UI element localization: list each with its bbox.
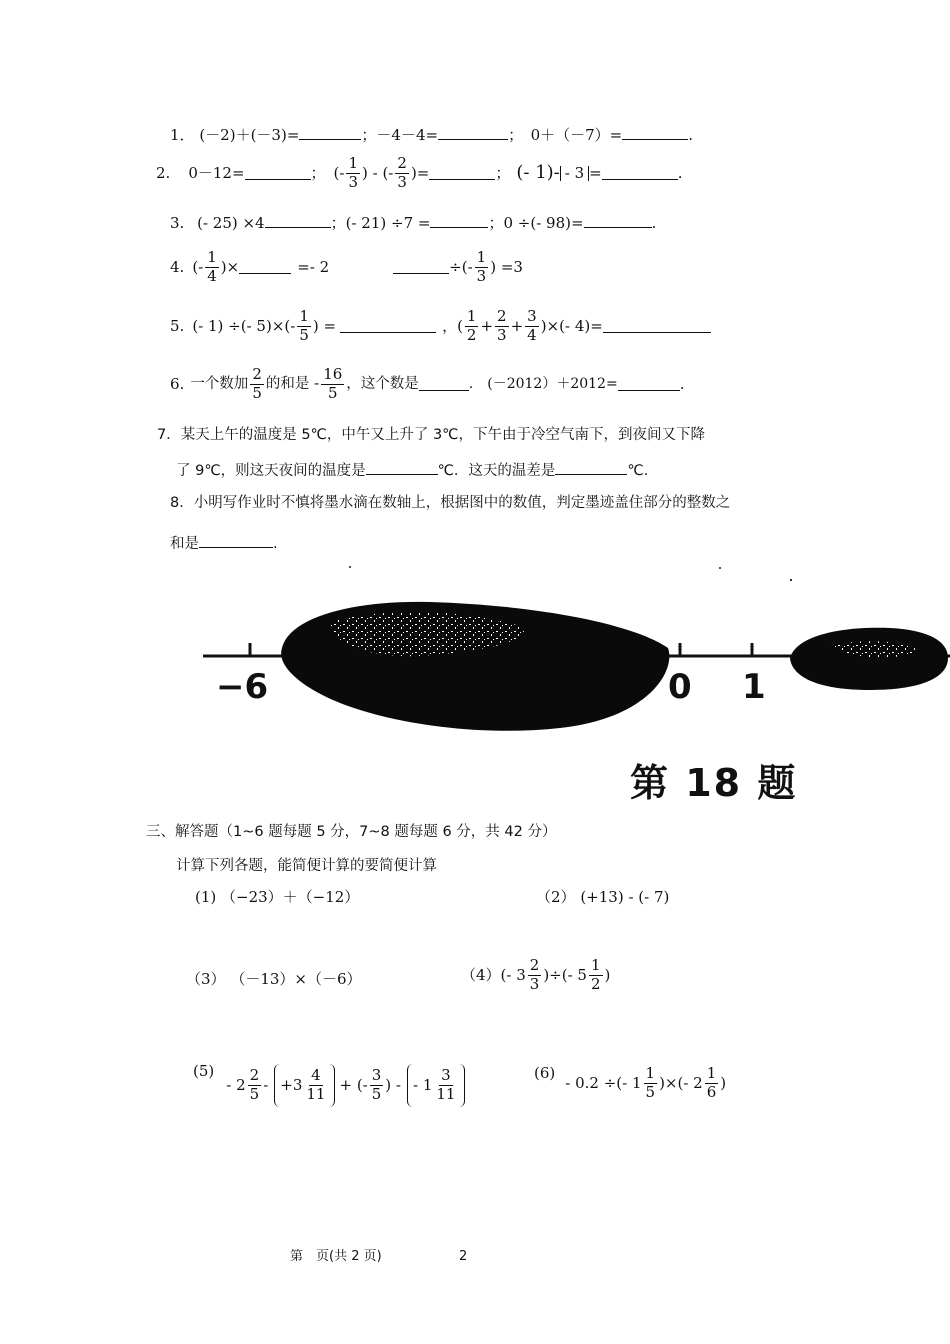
answer-blank[interactable] xyxy=(602,166,678,180)
problem-3 xyxy=(186,972,362,987)
q8-end: . xyxy=(273,536,278,552)
answer-blank[interactable] xyxy=(299,126,361,140)
problem-2 xyxy=(536,890,669,905)
fraction: $\frac{3}{5}$ xyxy=(371,1066,382,1103)
q2-end: . xyxy=(677,163,683,182)
fraction: $\frac{1}{5}$ xyxy=(299,307,309,344)
ink-number-line-figure xyxy=(0,560,950,810)
q4-eq2: ) =3 xyxy=(490,257,523,276)
q5-expr-a: (- 1) ÷(- 5)×(- xyxy=(192,316,296,335)
scan-dot xyxy=(349,566,351,568)
problem-5-part-g: - 1 xyxy=(413,1075,433,1094)
problem-5-part-b: - xyxy=(263,1075,269,1094)
q6-number: 6. xyxy=(170,374,185,393)
section-instructions: 计算下列各题，能简便计算的要简便计算 xyxy=(176,858,437,874)
q5-eq: ) = xyxy=(312,316,337,335)
question-6 xyxy=(170,367,684,402)
q2-minus: ) - (- xyxy=(362,163,394,182)
problem-6-part-b: )×(- 2 xyxy=(659,1073,703,1092)
scan-dot xyxy=(790,579,792,581)
q3-number: 3. xyxy=(170,214,185,232)
answer-blank[interactable] xyxy=(555,461,627,475)
absolute-value: - 3 xyxy=(560,166,589,181)
q1-expr-b: ；－4－4= xyxy=(361,126,439,144)
fraction: $\frac{1}{3}$ xyxy=(348,154,358,191)
answer-blank[interactable] xyxy=(419,377,469,391)
problem-4-part-a: (- 3 xyxy=(500,965,526,984)
question-1 xyxy=(170,126,693,143)
question-5 xyxy=(170,309,711,344)
answer-blank[interactable] xyxy=(603,319,711,333)
answer-blank[interactable] xyxy=(584,214,652,228)
q2-sep2: ； xyxy=(495,163,511,182)
answer-blank[interactable] xyxy=(393,260,449,274)
answer-blank[interactable] xyxy=(239,260,291,274)
problem-4-part-b: )÷(- 5 xyxy=(543,965,587,984)
problem-label: （2） xyxy=(536,888,576,906)
q7-text-a: 了 9℃，则这天夜间的温度是 xyxy=(176,463,366,479)
fraction: $\frac{1}{4}$ xyxy=(207,248,217,285)
q5-sep: ，( xyxy=(442,316,463,335)
question-7-line-2 xyxy=(176,461,648,479)
problem-6-part-a: - 0.2 ÷(- 1 xyxy=(565,1073,642,1092)
q4-times: )× xyxy=(220,257,240,276)
fraction: $\frac{1}{3}$ xyxy=(476,248,487,285)
q6-text-d: . (－2012）＋2012= xyxy=(468,376,618,393)
figure-caption: 第 18 题 xyxy=(630,761,798,805)
problem-5-part-c: +3 xyxy=(280,1075,303,1094)
answer-blank[interactable] xyxy=(622,126,688,140)
question-3 xyxy=(170,214,656,231)
q6-text-c: ，这个数是 xyxy=(346,376,419,392)
answer-blank[interactable] xyxy=(430,214,488,228)
answer-blank[interactable] xyxy=(366,461,438,475)
problem-4 xyxy=(461,958,610,993)
q4-number: 4. xyxy=(170,257,185,276)
q2-paren: (- xyxy=(333,163,345,182)
q6-text-b: 的和是 - xyxy=(265,376,320,392)
fraction: $\frac{1}{5}$ xyxy=(645,1064,656,1101)
answer-blank[interactable] xyxy=(618,377,680,391)
q1-number: 1． xyxy=(170,126,195,144)
absolute-value xyxy=(274,1064,335,1107)
q6-text-a: 一个数加 xyxy=(190,376,249,392)
q3-expr-b: ；(- 21) ÷7 = xyxy=(330,214,431,232)
fraction: $\frac{4}{11}$ xyxy=(306,1066,326,1103)
fraction: $\frac{1}{2}$ xyxy=(466,307,477,344)
question-2 xyxy=(156,156,683,191)
fraction: $\frac{2}{3}$ xyxy=(397,154,407,191)
fraction: $\frac{3}{4}$ xyxy=(527,307,537,344)
problem-4-part-c: ) xyxy=(604,965,611,984)
answer-blank[interactable] xyxy=(438,126,508,140)
q7-text-b: ℃．这天的温差是 xyxy=(437,463,556,479)
problem-1-expr: （−23）＋（−12） xyxy=(221,888,360,906)
plus-sign: + xyxy=(480,316,494,335)
q1-expr-a: (－2)＋(－3)= xyxy=(199,126,300,144)
answer-blank[interactable] xyxy=(265,214,331,228)
ink-blot-small xyxy=(790,628,948,690)
q7-text-c: ℃. xyxy=(627,463,649,479)
absolute-value xyxy=(407,1064,465,1107)
q5-number: 5. xyxy=(170,316,185,335)
q6-end: . xyxy=(679,374,685,393)
page-number: 2 xyxy=(459,1249,468,1264)
question-8-line-1: 8．小明写作业时不慎将墨水滴在数轴上，根据图中的数值，判定墨迹盖住部分的整数之 xyxy=(170,495,731,511)
q2-expr-a: 0－12= xyxy=(188,163,245,182)
fraction: $\frac{2}{3}$ xyxy=(497,307,507,344)
question-4 xyxy=(170,250,523,285)
axis-label-zero: 0 xyxy=(668,667,692,707)
fraction: $\frac{1}{2}$ xyxy=(590,956,601,993)
fraction: $\frac{1}{6}$ xyxy=(706,1064,717,1101)
problem-label: (6) xyxy=(534,1064,556,1082)
fraction: $\frac{3}{11}$ xyxy=(436,1066,456,1103)
q2-eq: )= xyxy=(410,163,430,182)
problem-label: (5) xyxy=(193,1062,215,1080)
section-heading: 三、解答题（1~6 题每题 5 分，7~8 题每题 6 分，共 42 分） xyxy=(146,824,557,840)
q3-expr-a: (- 25) ×4 xyxy=(197,214,265,232)
answer-blank[interactable] xyxy=(340,319,436,333)
q2-sep: ； xyxy=(310,163,326,182)
q8-text-a: 和是 xyxy=(170,536,199,552)
q2-number: 2. xyxy=(156,163,171,182)
q2-expr-c: (- 1)- xyxy=(516,162,560,184)
q3-expr-c: ；0 ÷(- 98)= xyxy=(488,214,584,232)
problem-5-part-d: + (- xyxy=(339,1075,368,1094)
problem-3-expr: （－13）×（－6） xyxy=(230,970,362,988)
answer-blank[interactable] xyxy=(199,534,273,548)
problem-label: （4） xyxy=(461,965,501,984)
q4-eq: =- 2 xyxy=(297,257,330,276)
axis-label-one: 1 xyxy=(742,667,766,707)
problem-6 xyxy=(534,1066,726,1101)
problem-1 xyxy=(195,890,359,905)
problem-5-part-e: ) - xyxy=(385,1075,401,1094)
answer-blank[interactable] xyxy=(429,166,495,180)
problem-5 xyxy=(193,1064,465,1107)
problem-5-part-a: - 2 xyxy=(226,1075,246,1094)
fraction: $\frac{2}{5}$ xyxy=(252,365,262,402)
fraction: $\frac{2}{5}$ xyxy=(249,1066,260,1103)
question-8-line-2 xyxy=(170,534,278,552)
problem-label: (1) xyxy=(195,888,217,906)
axis-label-minus-six: −6 xyxy=(216,667,269,707)
q1-expr-c: ； 0＋（－7）= xyxy=(508,126,623,144)
problem-2-expr: (+13) - (- 7) xyxy=(580,888,670,906)
q1-end: . xyxy=(688,126,693,144)
fraction: $\frac{2}{3}$ xyxy=(529,956,540,993)
plus-sign: + xyxy=(510,316,524,335)
scan-dot xyxy=(719,567,721,569)
problem-label: （3） xyxy=(186,970,226,988)
fraction: $\frac{16}{5}$ xyxy=(323,365,343,402)
question-7-line-1: 7．某天上午的温度是 5℃，中午又上升了 3℃，下午由于冷空气南下，到夜间又下降 xyxy=(157,427,705,443)
q4-paren: (- xyxy=(192,257,204,276)
q3-end: . xyxy=(651,214,657,232)
q2-eq2: = xyxy=(589,163,602,182)
q4-div: ÷(- xyxy=(449,257,473,276)
answer-blank[interactable] xyxy=(245,166,311,180)
problem-6-part-c: ) xyxy=(720,1073,727,1092)
page-footer: 第 页(共 2 页) xyxy=(290,1249,382,1264)
q5-tail: )×(- 4)= xyxy=(540,316,603,335)
